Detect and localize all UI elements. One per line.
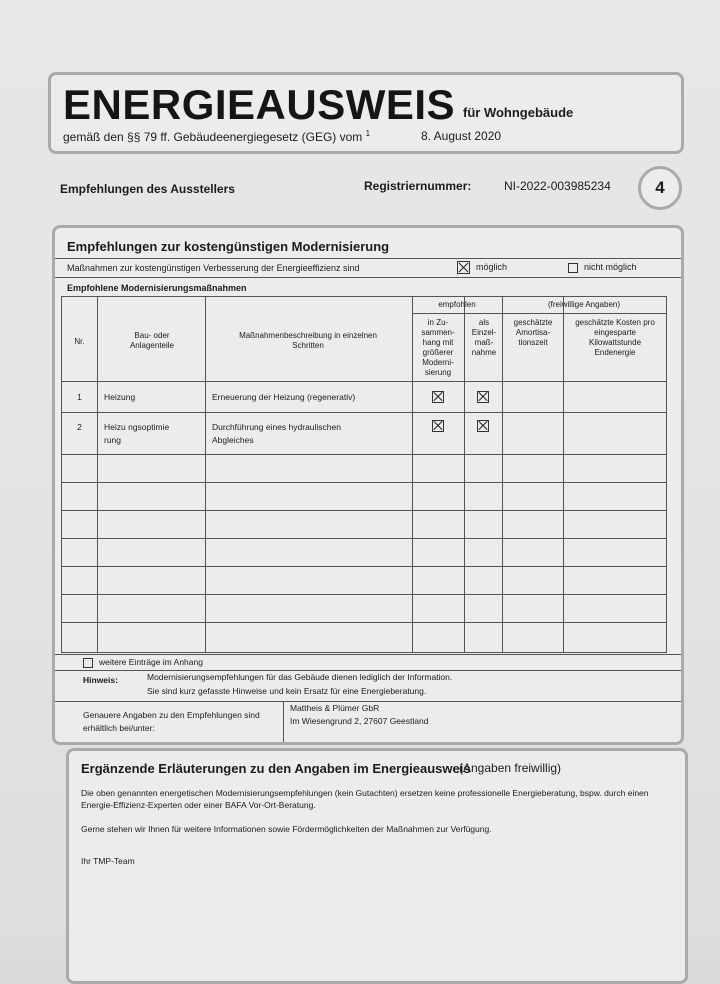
explanations-paragraph-2: Gerne stehen wir Ihnen für weitere Informationen sowie Fördermöglichkeiten der Maßnahmen zur Verfügung. <box>81 824 492 834</box>
explanations-title: Ergänzende Erläuterungen zu den Angaben im Energieausweis <box>81 761 471 776</box>
header-line <box>62 381 666 382</box>
explanations-optional-note: (Angaben freiwillig) <box>459 761 562 775</box>
more-entries-option[interactable] <box>83 656 203 669</box>
option-possible-label: möglich <box>476 261 508 272</box>
divider <box>55 654 681 655</box>
header-individual: als Einzel- maß- nahme <box>471 318 497 357</box>
row-2-nr: 2 <box>77 422 82 432</box>
option-not-possible-label: nicht möglich <box>584 262 637 272</box>
option-possible[interactable] <box>457 261 507 274</box>
group-line <box>502 313 666 314</box>
header-description: Maßnahmenbeschreibung in einzelnen Schritten <box>239 331 377 350</box>
header-part: Bau- oder Anlagenteile <box>129 331 175 350</box>
header-nr: Nr. <box>74 337 85 346</box>
section-label: Empfehlungen des Ausstellers <box>60 182 235 196</box>
document-title: ENERGIEAUSWEIS <box>63 81 456 128</box>
row-2-description: Durchführung eines hydraulischen Abgleiches <box>212 422 341 445</box>
law-date: 8. August 2020 <box>421 129 502 143</box>
explanations-box <box>66 748 688 984</box>
document-subtitle: für Wohngebäude <box>463 105 574 120</box>
row-line <box>62 538 666 539</box>
group-line <box>412 313 502 314</box>
row-1-in-context-checked-icon <box>432 391 444 403</box>
recommendations-box <box>52 225 684 745</box>
row-line <box>62 482 666 483</box>
row-1-nr: 1 <box>77 392 82 402</box>
divider <box>55 277 681 278</box>
note-line-1: Modernisierungsempfehlungen für das Gebäude dienen lediglich der Information. <box>147 672 453 682</box>
row-1-individual-checked-icon <box>477 391 489 403</box>
header-optional: (freiwillige Angaben) <box>547 300 621 309</box>
option-not-possible[interactable] <box>568 262 637 273</box>
row-2-individual-checked-icon <box>477 420 489 432</box>
page-number-badge: 4 <box>638 166 682 210</box>
col-line <box>97 297 98 652</box>
col-line <box>205 297 206 652</box>
row-line <box>62 510 666 511</box>
law-text: gemäß den §§ 79 ff. Gebäudeenergiegesetz (GEG) vom <box>63 130 363 144</box>
checkbox-icon[interactable] <box>568 263 578 273</box>
contact-address: Im Wiesengrund 2, 27607 Geestland <box>290 716 429 726</box>
measures-text: Maßnahmen zur kostengünstigen Verbesserung der Energieeffizienz sind <box>67 263 360 273</box>
title-block <box>48 72 684 154</box>
row-1-description: Erneuerung der Heizung (regenerativ) <box>212 392 356 402</box>
row-line <box>62 412 666 413</box>
divider <box>55 258 681 259</box>
contact-divider <box>283 702 284 742</box>
recommendations-title: Empfehlungen zur kostengünstigen Modernisierung <box>67 239 390 254</box>
row-line <box>62 454 666 455</box>
registration-label: Registriernummer: <box>364 179 472 193</box>
footnote-marker: 1 <box>365 129 371 138</box>
contact-label: Genauere Angaben zu den Empfehlungen sind erhältlich bei/unter: <box>83 710 260 733</box>
note-line-2: Sie sind kurz gefasste Hinweise und kein Ersatz für eine Energieberatung. <box>147 686 427 696</box>
measures-table <box>61 296 667 653</box>
signature: Ihr TMP-Team <box>81 856 135 866</box>
col-line <box>412 297 413 652</box>
checkbox-icon[interactable] <box>83 658 93 668</box>
header-costs: geschätzte Kosten pro eingesparte Kilowattstunde Endenergie <box>575 318 655 357</box>
header-payback: geschätzte Amortisa- tionszeit <box>513 318 553 347</box>
law-reference <box>63 129 370 144</box>
explanations-paragraph-1: Die oben genannten energetischen Modernisierungsempfehlungen (kein Gutachten) ersetzen keine professionelle Energieberatung, bspw. durch einen Energie-Effizienz-Experten oder einer BAFA Vor-Ort-Beratung. <box>81 788 649 810</box>
row-line <box>62 566 666 567</box>
header-in-context: in Zu- sammen- hang mit größerer Moderni- sierung <box>421 318 455 377</box>
more-entries-label: weitere Einträge im Anhang <box>99 657 203 667</box>
note-label: Hinweis: <box>83 675 118 685</box>
registration-number: NI-2022-003985234 <box>504 179 611 193</box>
contact-name: Mattheis & Plümer GbR <box>290 703 380 713</box>
col-line <box>563 297 564 652</box>
col-line <box>502 297 503 652</box>
checkbox-checked-icon[interactable] <box>457 261 470 274</box>
row-line <box>62 622 666 623</box>
header-recommended: empfohlen <box>438 300 476 309</box>
row-2-in-context-checked-icon <box>432 420 444 432</box>
recommended-measures-heading: Empfohlene Modernisierungsmaßnahmen <box>67 283 247 293</box>
row-line <box>62 594 666 595</box>
row-2-part: Heizu ngsoptimierung <box>104 422 170 445</box>
row-1-part: Heizung <box>104 392 136 402</box>
col-line <box>464 297 465 652</box>
